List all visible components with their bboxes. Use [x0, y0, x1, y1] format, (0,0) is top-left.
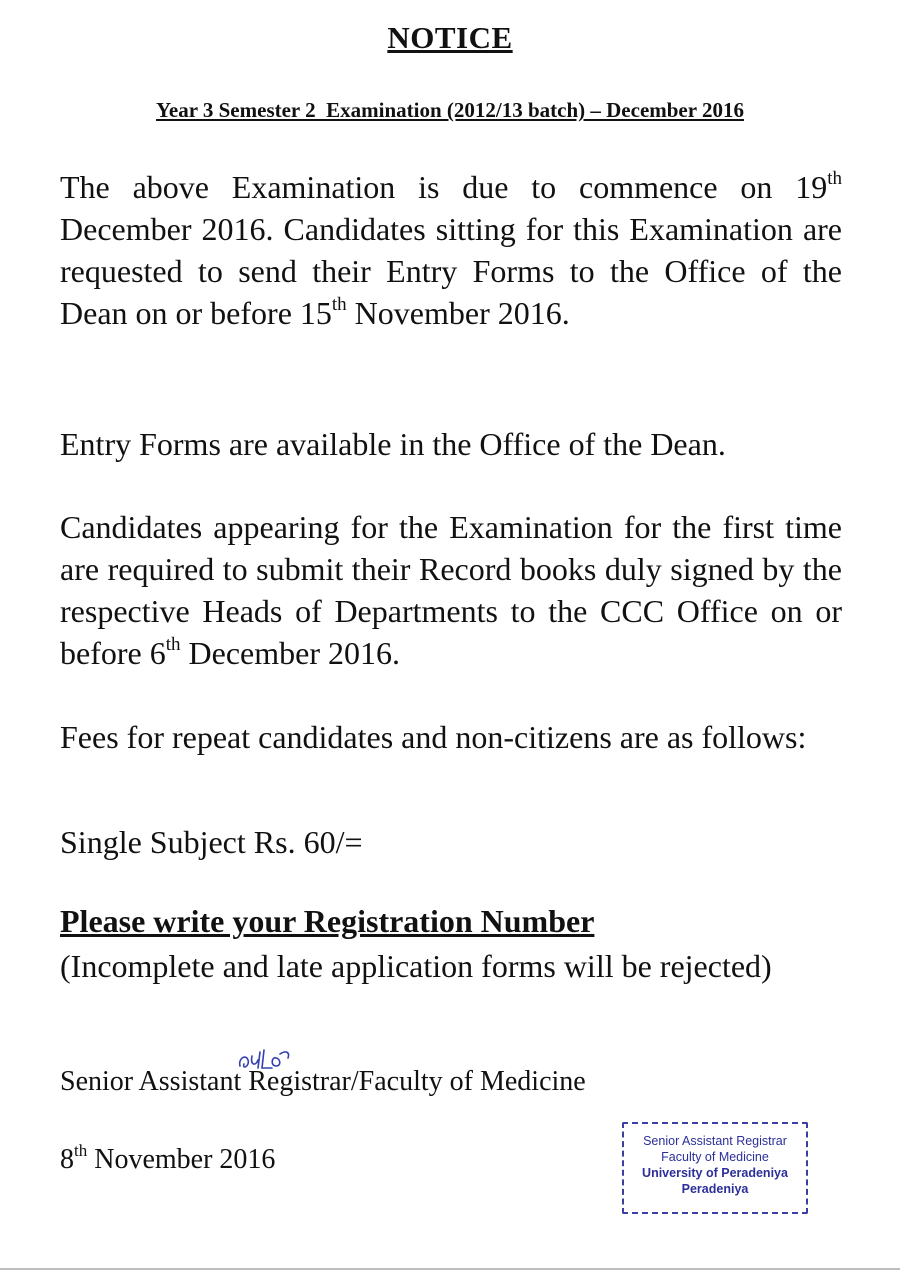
ordinal-suffix: th [331, 294, 347, 315]
scan-edge-divider [0, 1268, 900, 1270]
warning-paragraph: (Incomplete and late application forms will be rejected) [60, 948, 772, 984]
signatory-title: Senior Assistant Registrar/Faculty of Medicine [60, 1066, 586, 1097]
entry-forms-paragraph: Entry Forms are available in the Office of the Dean. [60, 426, 726, 462]
stamp-line-4: Peradeniya [681, 1182, 749, 1196]
record-books-paragraph [60, 506, 842, 674]
commencement-text-1: The above Examination is due to commence on 19 [60, 169, 828, 205]
notice-title: NOTICE [387, 20, 513, 55]
registration-heading: Please write your Registration Number [60, 903, 595, 939]
commencement-text-3: November 2016. [346, 295, 570, 331]
ordinal-suffix: th [827, 168, 842, 189]
date-day: 8 [60, 1144, 74, 1175]
ordinal-suffix: th [74, 1141, 88, 1160]
commencement-paragraph [60, 166, 842, 334]
fee-line: Single Subject Rs. 60/= [60, 824, 363, 860]
record-books-text-2: December 2016. [180, 635, 400, 671]
notice-date [60, 1141, 276, 1176]
fees-paragraph: Fees for repeat candidates and non-citizens are as follows: [60, 719, 807, 755]
date-rest: November 2016 [87, 1144, 276, 1175]
stamp-line-3: University of Peradeniya [642, 1166, 788, 1180]
commencement-text-2: December 2016. Candidates sitting for this Examination are requested to send their Entry Forms to the Office of the Dean on or before 15 [60, 211, 842, 331]
ordinal-suffix: th [165, 634, 181, 655]
stamp-line-1: Senior Assistant Registrar [643, 1134, 787, 1148]
record-books-text-1: Candidates appearing for the Examination for the first time are required to submit their Record books duly signed by the respective Heads of Departments to the CCC Office on or before 6 [60, 509, 842, 671]
stamp-line-2: Faculty of Medicine [661, 1150, 769, 1164]
exam-subtitle: Year 3 Semester 2 Examination (2012/13 batch) – December 2016 [156, 98, 744, 122]
official-stamp [622, 1122, 808, 1214]
